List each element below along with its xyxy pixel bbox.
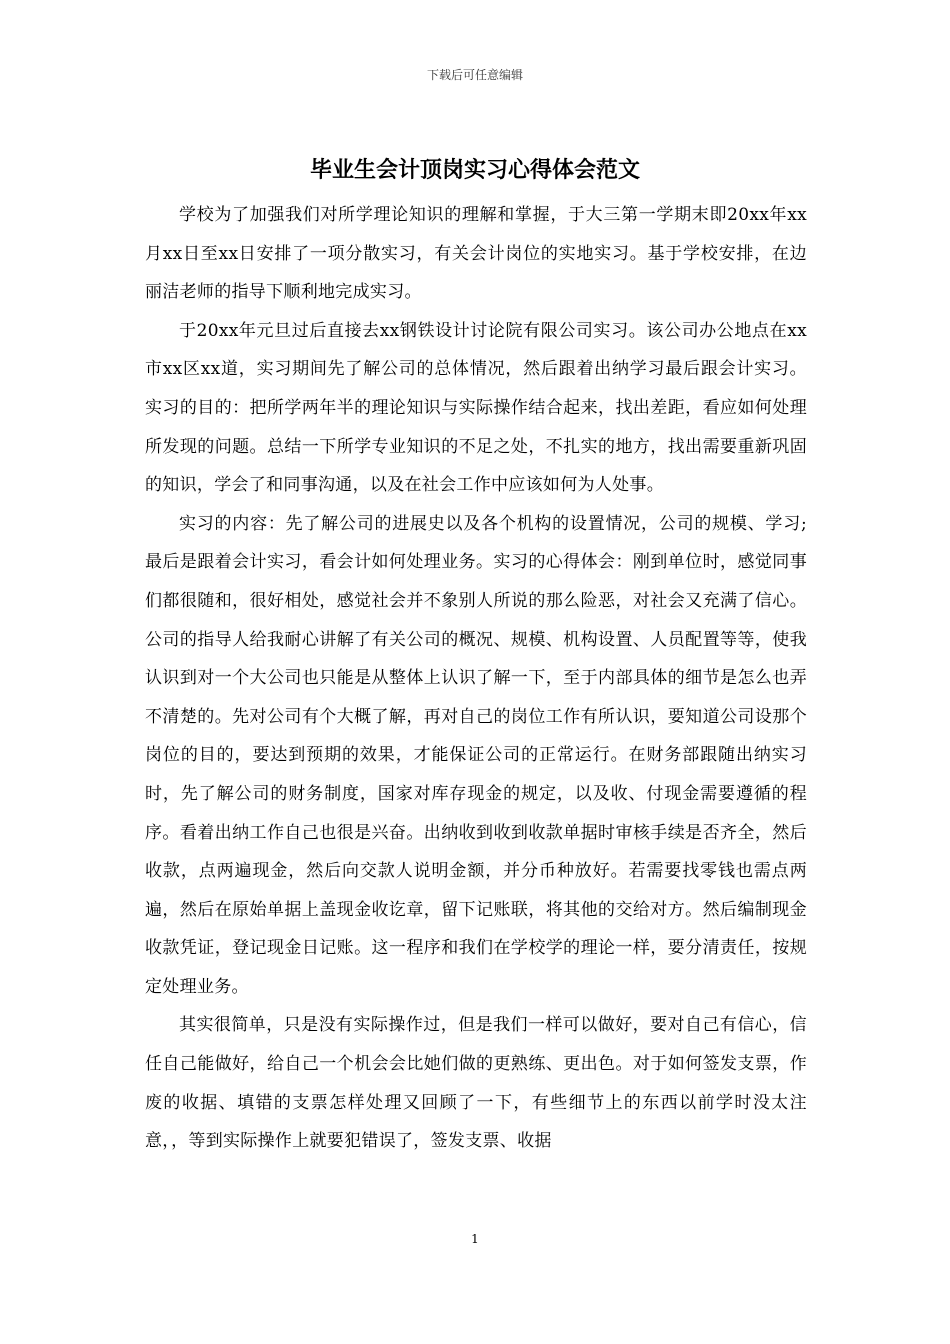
document-body bbox=[145, 196, 807, 1161]
header-note: 下载后可任意编辑 bbox=[426, 68, 523, 82]
paragraph-1: 学校为了加强我们对所学理论知识的理解和掌握，于大三第一学期末即20xx年xx月xx日至xx日安排了一项分散实习，有关会计岗位的实地实习。基于学校安排，在边丽洁老师的指导下顺利地完成实习。 bbox=[145, 205, 807, 303]
paragraph-3: 实习的内容：先了解公司的进展史以及各个机构的设置情况，公司的规模、学习;最后是跟着会计实习，看会计如何处理业务。实习的心得体会：刚到单位时，感觉同事们都很随和，很好相处，感觉社会并不象别人所说的那么险恶，对社会又充满了信心。公司的指导人给我耐心讲解了有关公司的概况、规模、机构设置、人员配置等等，使我认识到对一个大公司也只能是从整体上认识了解一下，至于内部具体的细节是怎么也弄不清楚的。先对公司有个大概了解，再对自己的岗位工作有所认识，要知道公司设那个岗位的目的，要达到预期的效果，才能保证公司的正常运行。在财务部跟随出纳实习时，先了解公司的财务制度，国家对库存现金的规定，以及收、付现金需要遵循的程序。看着出纳工作自己也很是兴奋。出纳收到收到收款单据时审核手续是否齐全，然后收款，点两遍现金，然后向交款人说明金额，并分币种放好。若需要找零钱也需点两遍，然后在原始单据上盖现金收讫章，留下记账联，将其他的交给对方。然后编制现金收款凭证，登记现金日记账。这一程序和我们在学校学的理论一样，要分清责任，按规定处理业务。 bbox=[145, 513, 807, 997]
document-title: 毕业生会计顶岗实习心得体会范文 bbox=[309, 157, 640, 183]
page-number: 1 bbox=[471, 1232, 479, 1246]
paragraph-4: 其实很简单，只是没有实际操作过，但是我们一样可以做好，要对自己有信心，信任自己能做好，给自己一个机会会比她们做的更熟练、更出色。对于如何签发支票，作废的收据、填错的支票怎样处理又回顾了一下，有些细节上的东西以前学时没太注意，，等到实际操作上就要犯错误了，签发支票、收据 bbox=[145, 1015, 807, 1152]
paragraph-2: 于20xx年元旦过后直接去xx钢铁设计讨论院有限公司实习。该公司办公地点在xx市xx区xx道，实习期间先了解公司的总体情况，然后跟着出纳学习最后跟会计实习。实习的目的：把所学两年半的理论知识与实际操作结合起来，找出差距，看应如何处理所发现的问题。总结一下所学专业知识的不足之处，不扎实的地方，找出需要重新巩固的知识，学会了和同事沟通，以及在社会工作中应该如何为人处事。 bbox=[145, 320, 807, 496]
